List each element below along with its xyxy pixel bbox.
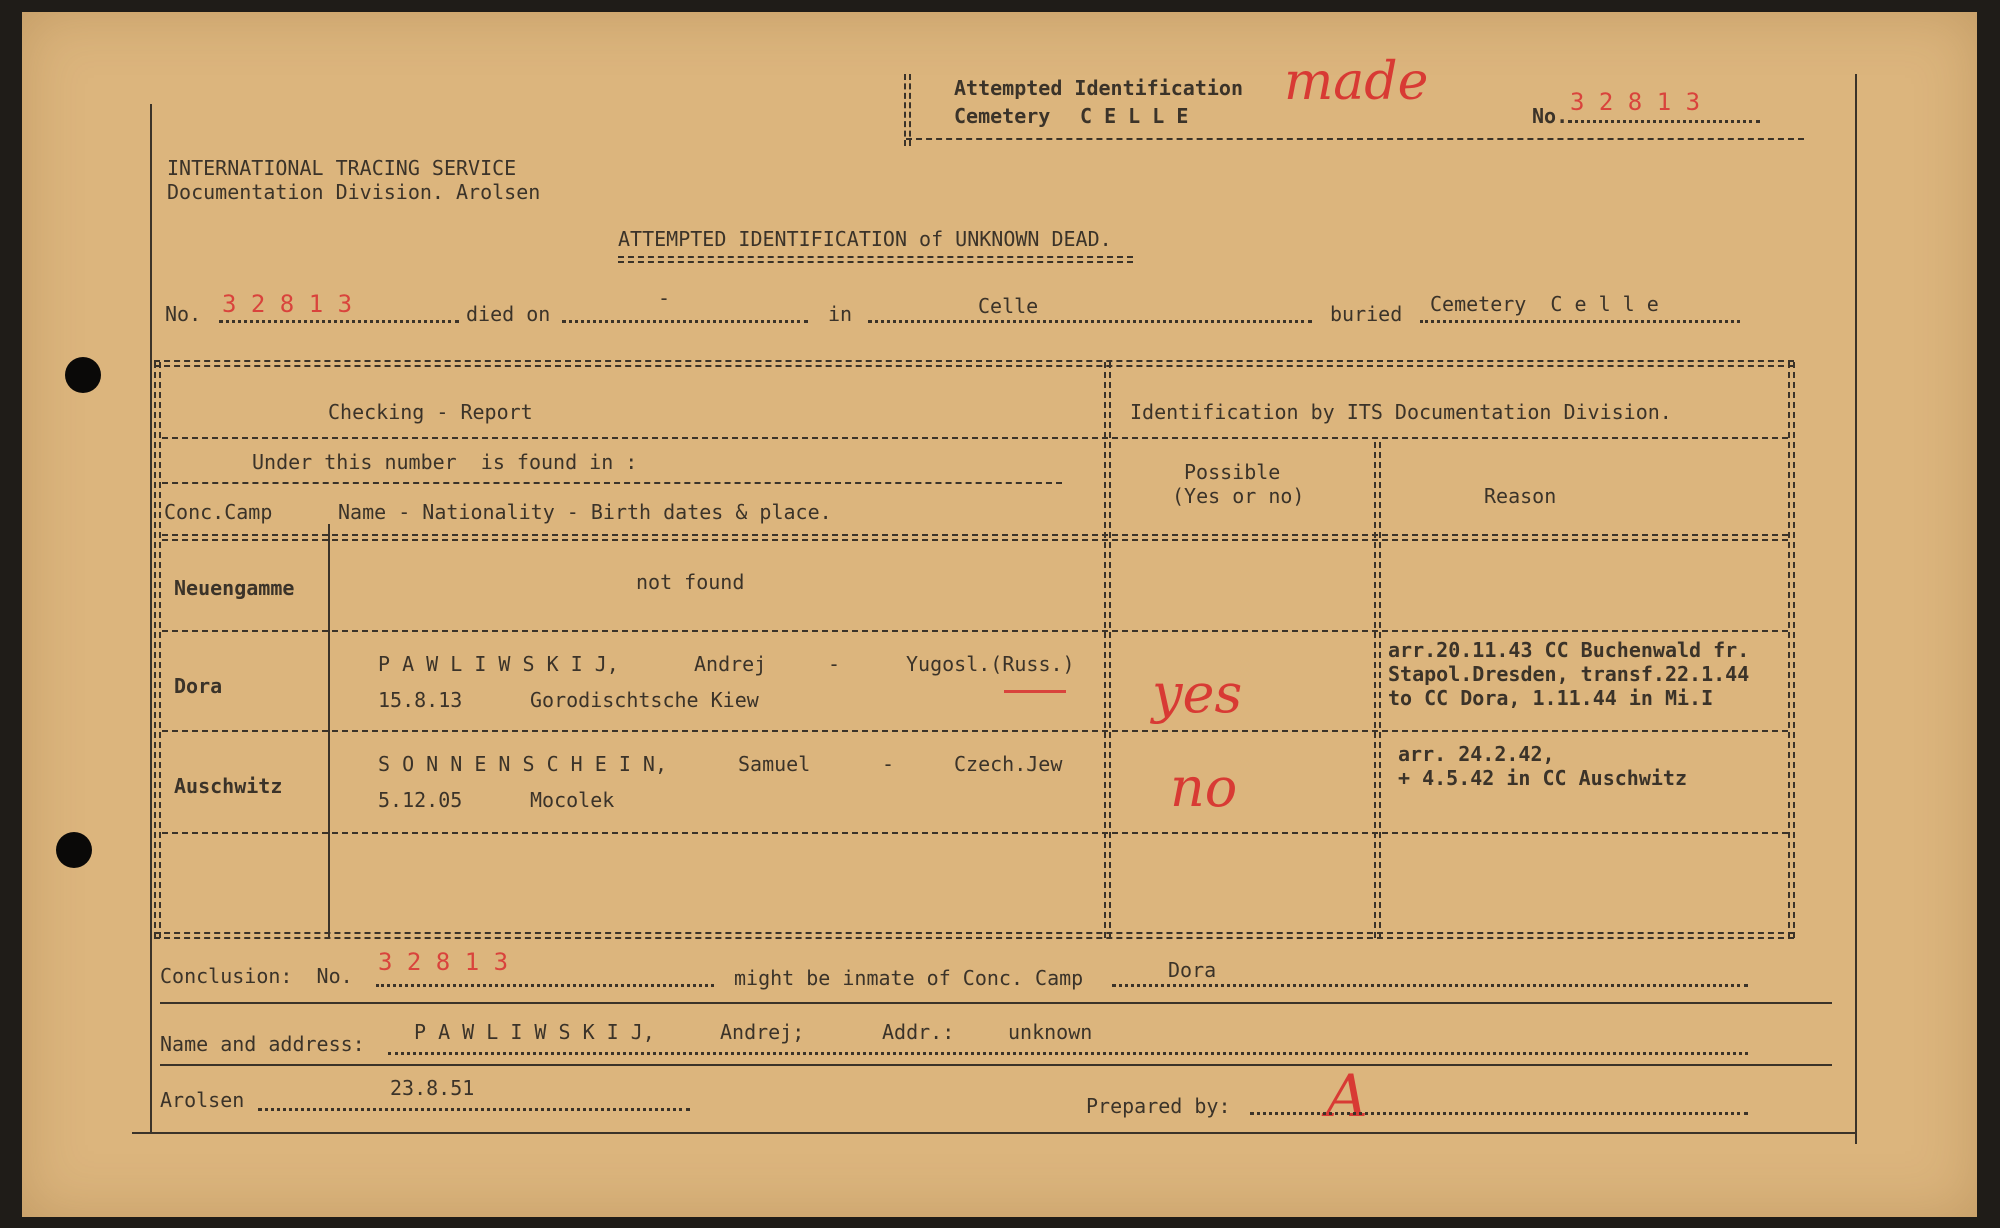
row-2-possible: yes [1152, 662, 1243, 725]
record-died-dots [562, 320, 808, 323]
record-no-label: No. [165, 302, 202, 326]
row-2-surname: P A W L I W S K I J, [378, 652, 619, 676]
record-buried-value: Cemetery C e l l e [1430, 292, 1659, 316]
index-card [22, 12, 1977, 1217]
punch-hole-top [65, 357, 101, 393]
column-reason-header: Reason [1484, 484, 1557, 508]
conclusion-rule [160, 1002, 1832, 1004]
row-1-bottom [162, 630, 1788, 632]
under-number-underline [162, 482, 1062, 484]
header-no-label: No. [1532, 104, 1569, 128]
row-2-reason-1: arr.20.11.43 CC Buchenwald fr. [1388, 638, 1750, 662]
record-buried-label: buried [1330, 302, 1403, 326]
record-died-label: died on [466, 302, 551, 326]
conclusion-number-dots [376, 984, 714, 987]
footer-place: Arolsen [160, 1088, 245, 1112]
left-border [150, 104, 152, 1134]
right-border [1855, 74, 1857, 1144]
name-address-dots [388, 1052, 1748, 1055]
row-2-russ-underline [1004, 690, 1066, 693]
row-3-birth-place: Mocolek [530, 788, 615, 812]
table-mid-divider [1104, 362, 1106, 938]
row-3-surname: S O N N E N S C H E I N, [378, 752, 667, 776]
row-2-dash: - [828, 652, 841, 676]
record-buried-dots [1420, 320, 1740, 323]
name-address-addr-label: Addr.: [882, 1020, 955, 1044]
title-underline [618, 256, 1133, 258]
header-handwritten-made: made [1284, 52, 1429, 112]
header-row-divider [162, 437, 1788, 439]
row-2-given: Andrej [694, 652, 767, 676]
row-2-camp: Dora [174, 674, 223, 698]
name-address-rule [160, 1064, 1832, 1066]
header-attempted-label: Attempted Identification [954, 76, 1243, 100]
record-in-label: in [828, 302, 853, 326]
row-1-camp: Neuengamme [174, 576, 295, 600]
row-2-nationality: Yugosl.(Russ.) [906, 652, 1075, 676]
row-3-nationality: Czech.Jew [954, 752, 1063, 776]
table-possible-divider [1374, 442, 1376, 938]
prepared-by-dots [1250, 1112, 1748, 1115]
record-died-value: - [658, 286, 671, 310]
row-1-not-found: not found [636, 570, 745, 594]
column-possible-header-1: Possible [1184, 460, 1281, 484]
table-bottom-border [154, 932, 1794, 934]
column-name-header: Name - Nationality - Birth dates & place. [338, 500, 832, 524]
row-2-birth-place: Gorodischtsche Kiew [530, 688, 759, 712]
name-address-label: Name and address: [160, 1032, 365, 1056]
name-address-surname: P A W L I W S K I J, [414, 1020, 655, 1044]
row-2-reason-3: to CC Dora, 1.11.44 in Mi.I [1388, 686, 1714, 710]
row-3-possible: no [1170, 756, 1238, 819]
bottom-border [132, 1132, 1857, 1134]
record-number: 3 2 8 1 3 [222, 290, 353, 318]
punch-hole-bottom [56, 832, 92, 868]
header-cemetery-label: Cemetery [954, 104, 1051, 128]
row-2-birth-date: 15.8.13 [378, 688, 463, 712]
row-3-dash: - [882, 752, 895, 776]
org-line-1: INTERNATIONAL TRACING SERVICE [167, 156, 517, 180]
column-possible-header-2: (Yes or no) [1172, 484, 1305, 508]
conclusion-text: might be inmate of Conc. Camp [734, 966, 1084, 990]
checking-report-header: Checking - Report [328, 400, 533, 424]
header-number-dots [1568, 120, 1760, 123]
table-left-border [154, 362, 156, 938]
row-2-reason-2: Stapol.Dresden, transf.22.1.44 [1388, 662, 1750, 686]
table-top-border [154, 360, 1794, 362]
row-3-given: Samuel [738, 752, 811, 776]
table-right-border [1788, 362, 1790, 938]
conclusion-label: Conclusion: No. [160, 964, 353, 988]
header-box-left [904, 74, 906, 146]
name-address-addr-value: unknown [1008, 1020, 1093, 1044]
prepared-by-label: Prepared by: [1086, 1094, 1231, 1118]
header-number: 3 2 8 1 3 [1570, 88, 1701, 116]
record-number-dots [219, 320, 459, 323]
conclusion-number: 3 2 8 1 3 [378, 948, 509, 976]
row-3-reason-1: arr. 24.2.42, [1398, 742, 1555, 766]
footer-date-dots [258, 1108, 690, 1111]
name-address-given: Andrej; [720, 1020, 805, 1044]
record-in-dots [868, 320, 1312, 323]
header-box-bottom [906, 138, 1804, 140]
under-number-label: Under this number is found in : [252, 450, 638, 474]
column-camp-header: Conc.Camp [164, 500, 273, 524]
row-2-bottom [162, 730, 1788, 732]
row-3-camp: Auschwitz [174, 774, 283, 798]
conclusion-camp-dots [1112, 984, 1748, 987]
identification-header: Identification by ITS Documentation Division. [1130, 400, 1672, 424]
record-in-value: Celle [978, 294, 1039, 318]
row-3-birth-date: 5.12.05 [378, 788, 463, 812]
footer-date: 23.8.51 [390, 1076, 475, 1100]
column-header-divider [162, 534, 1788, 536]
row-3-bottom [162, 832, 1788, 834]
row-3-reason-2: + 4.5.42 in CC Auschwitz [1398, 766, 1687, 790]
header-cemetery-name: C E L L E [1080, 104, 1189, 128]
org-line-2: Documentation Division. Arolsen [167, 180, 541, 204]
prepared-by-mark: A [1326, 1062, 1368, 1130]
conclusion-camp: Dora [1168, 958, 1217, 982]
page-title: ATTEMPTED IDENTIFICATION of UNKNOWN DEAD. [618, 227, 1112, 251]
